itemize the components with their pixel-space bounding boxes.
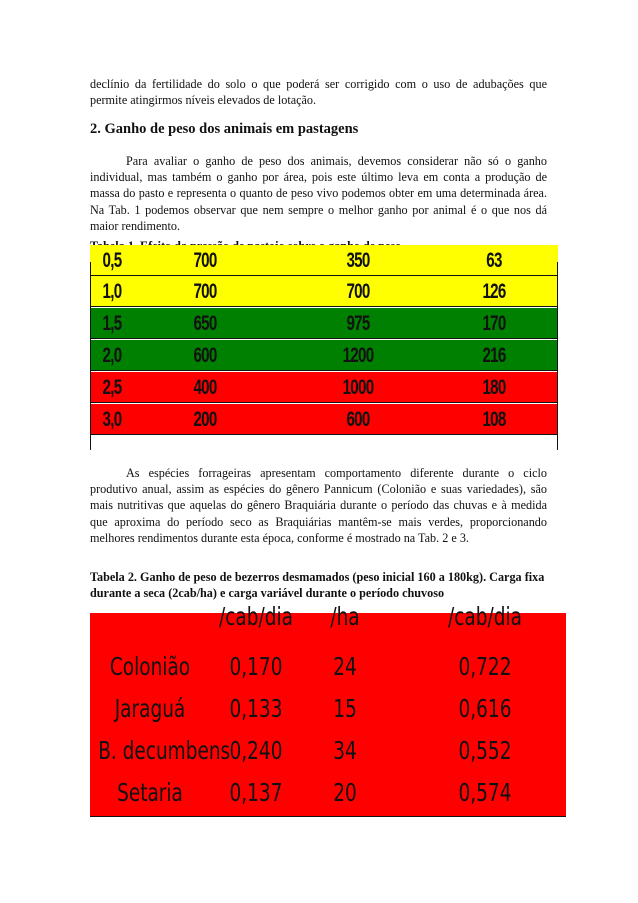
table2	[90, 602, 566, 817]
table2-cell: 0,616	[458, 694, 512, 723]
table1-cell: 2,5	[102, 376, 122, 399]
table1	[90, 249, 558, 450]
table2-row	[90, 646, 566, 688]
table1-row	[90, 372, 558, 403]
table2-header-cell: /cab/dia	[448, 602, 522, 631]
table2-row	[90, 730, 566, 772]
table1-cell: 650	[193, 312, 217, 335]
table2-header-cell: /ha	[330, 602, 360, 631]
table2-row	[90, 688, 566, 730]
table1-cell: 700	[346, 280, 370, 303]
table1-row	[90, 340, 558, 371]
table1-row	[90, 308, 558, 339]
table2-cell: 0,552	[458, 736, 512, 765]
table2-header-cell: /cab/dia	[219, 602, 293, 631]
table2-cell: 20	[333, 778, 357, 807]
table1-cell: 2,0	[102, 344, 122, 367]
table2-cell: B. decumbens	[98, 736, 231, 765]
table2-cell: 0,240	[229, 736, 283, 765]
table1-cell: 700	[193, 249, 217, 272]
table2-cell: Setaria	[117, 778, 183, 807]
table1-cell: 600	[193, 344, 217, 367]
table1-cell: 600	[346, 408, 370, 431]
table2-row	[90, 772, 566, 814]
table2-cell: 0,574	[458, 778, 512, 807]
table1-cell: 200	[193, 408, 217, 431]
table2-cell: 34	[333, 736, 357, 765]
table1-cell: 0,5	[102, 249, 122, 272]
table1-cell: 1,5	[102, 312, 122, 335]
table2-header-cell	[98, 596, 202, 638]
table1-cell: 1200	[342, 344, 374, 367]
table1-cell: 170	[482, 312, 506, 335]
table1-cell: 180	[482, 376, 506, 399]
table2-bottom-border	[90, 816, 566, 817]
table2-caption: Tabela 2. Ganho de peso de bezerros desmamados (peso inicial 160 a 180kg). Carga fixa durante a seca (2cab/ha) e carga variável durante o período chuvoso	[90, 570, 545, 600]
table2-cell: 0,137	[229, 778, 283, 807]
table1-cell: 400	[193, 376, 217, 399]
paragraph-intro: declínio da fertilidade do solo o que poderá ser corrigido com o uso de adubações que permite atingirmos níveis elevados de lotação.	[90, 77, 547, 108]
paragraph-forage-species: As espécies forrageiras apresentam comportamento diferente durante o ciclo produtivo anual, assim as espécies do gênero Pannicum (Colonião e suas variedades), são mais nutritivas que aquelas do gênero Braquiária durante o período das chuvas e à medida que aproxima do período seco as Braquiárias mantêm-se mais verdes, proporcionando melhores rendimentos durante esta época, conforme é mostrado na Tab. 2 e 3.	[90, 466, 547, 545]
table1-cell: 63	[486, 249, 502, 272]
table1-cell: 126	[482, 280, 506, 303]
table2-cell: Colonião	[109, 652, 191, 681]
table2-cell: 24	[333, 652, 357, 681]
table1-border	[90, 262, 91, 450]
table2-cell: Jaraguá	[114, 694, 186, 723]
table1-cell: 975	[346, 312, 370, 335]
table2-cell: 0,170	[229, 652, 283, 681]
paragraph-weight-gain: Para avaliar o ganho de peso dos animais, devemos considerar não só o ganho individual, mas também o ganho por área, pois este último leva em conta a produção de massa do pasto e representa o quanto de peso vivo podemos obter em uma determinada área. Na Tab. 1 podemos observar que nem sempre o melhor ganho por animal é o que nos dá maior rendimento.	[90, 154, 547, 233]
table1-cell: 3,0	[102, 408, 122, 431]
table1-cell: 700	[193, 280, 217, 303]
table2-cell: 0,722	[458, 652, 512, 681]
table1-cell: 216	[482, 344, 506, 367]
table1-cell: 1,0	[102, 280, 122, 303]
table1-border	[557, 262, 558, 450]
table1-cell: 108	[482, 408, 506, 431]
table2-header-row	[90, 596, 566, 638]
section-heading: 2. Ganho de peso dos animais em pastagens	[90, 121, 359, 137]
table1-cell: 350	[346, 249, 370, 272]
table1-row	[90, 276, 558, 307]
table2-cell: 15	[333, 694, 357, 723]
table1-cell: 1000	[342, 376, 374, 399]
table1-row	[90, 404, 558, 435]
table2-cell: 0,133	[229, 694, 283, 723]
table1-row	[90, 245, 558, 276]
